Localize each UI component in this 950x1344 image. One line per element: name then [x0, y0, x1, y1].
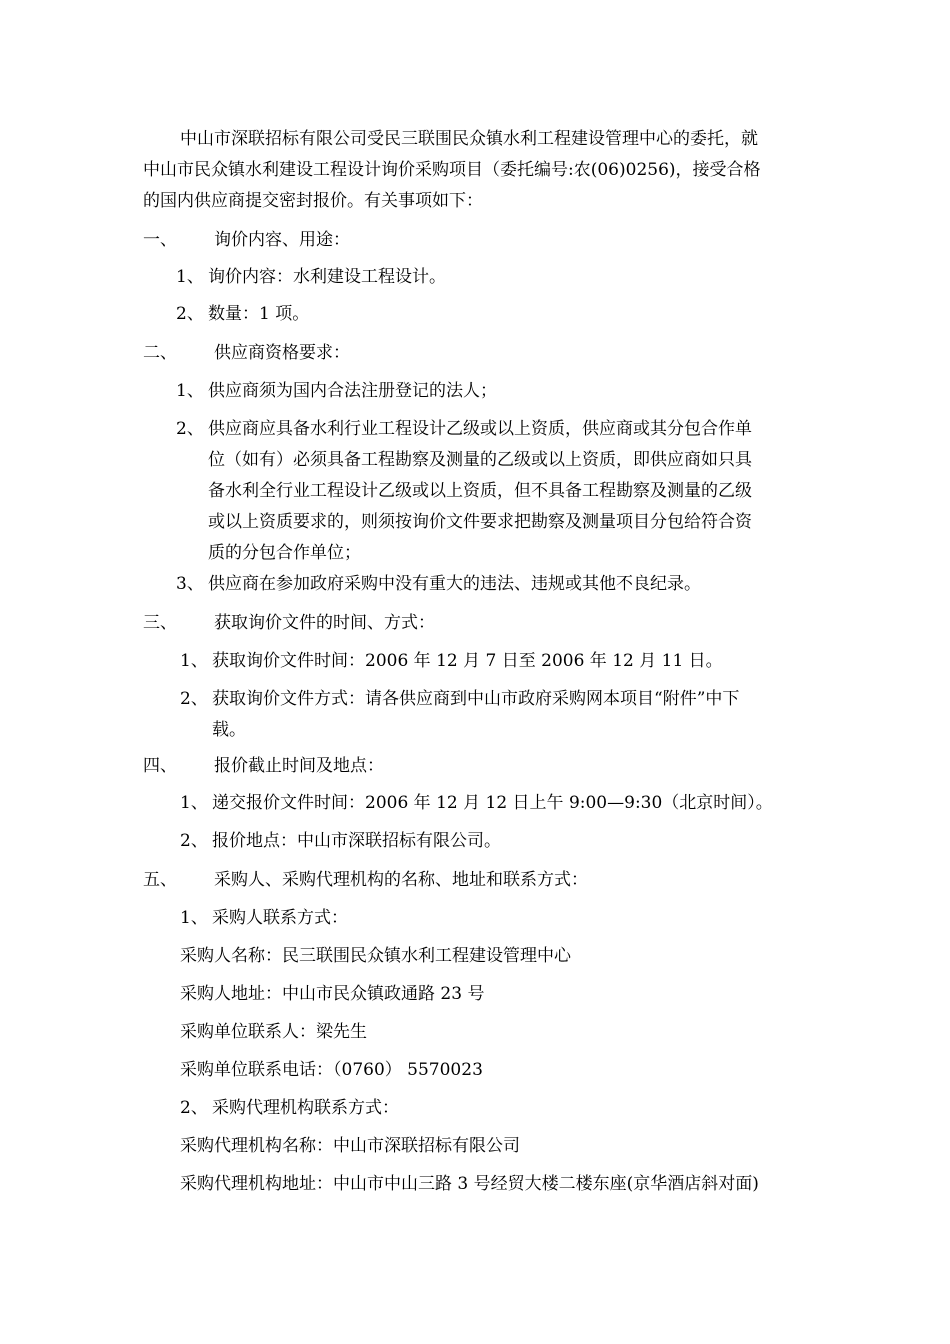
section-title: 获取询价文件的时间、方式： — [214, 613, 435, 633]
intro-line: 中山市民众镇水利建设工程设计询价采购项目（委托编号:农(06)0256)，接受合格 — [143, 160, 761, 180]
item-text: 位（如有）必须具备工程勘察及测量的乙级或以上资质，即供应商如只具 — [208, 450, 752, 470]
item-number: 3、 — [176, 574, 204, 594]
section-title: 询价内容、用途： — [214, 230, 350, 250]
section-number: 三、 — [143, 613, 177, 633]
item-number: 1、 — [180, 793, 208, 813]
section-title: 采购人、采购代理机构的名称、地址和联系方式： — [214, 870, 588, 890]
item-number: 2、 — [176, 304, 204, 324]
item-text: 质的分包合作单位； — [208, 543, 361, 563]
item-text: 或以上资质要求的，则须按询价文件要求把勘察及测量项目分包给符合资 — [208, 512, 752, 532]
item-number: 2、 — [180, 1098, 208, 1118]
item-text: 采购代理机构联系方式： — [212, 1098, 399, 1118]
purchaser-name: 采购人名称：民三联围民众镇水利工程建设管理中心 — [180, 946, 571, 966]
item-number: 1、 — [176, 381, 204, 401]
agent-address: 采购代理机构地址：中山市中山三路 3 号经贸大楼二楼东座(京华酒店斜对面) — [180, 1174, 759, 1194]
section-title: 报价截止时间及地点： — [214, 756, 384, 776]
section-title: 供应商资格要求： — [214, 343, 350, 363]
item-text: 供应商应具备水利行业工程设计乙级或以上资质，供应商或其分包合作单 — [208, 419, 752, 439]
item-text: 采购人联系方式： — [212, 908, 348, 928]
purchaser-address: 采购人地址：中山市民众镇政通路 23 号 — [180, 984, 485, 1004]
item-text: 载。 — [212, 720, 246, 740]
item-number: 1、 — [180, 651, 208, 671]
item-number: 2、 — [180, 689, 208, 709]
item-text: 询价内容：水利建设工程设计。 — [208, 267, 446, 287]
section-number: 四、 — [143, 756, 177, 776]
item-text: 递交报价文件时间：2006 年 12 月 12 日上午 9:00—9:30（北京时间）。 — [212, 793, 773, 813]
agent-name: 采购代理机构名称：中山市深联招标有限公司 — [180, 1136, 520, 1156]
item-text: 供应商须为国内合法注册登记的法人； — [208, 381, 497, 401]
purchaser-phone: 采购单位联系电话：（0760） 5570023 — [180, 1060, 483, 1080]
item-text: 获取询价文件时间：2006 年 12 月 7 日至 2006 年 12 月 11 日。 — [212, 651, 723, 671]
item-number: 1、 — [176, 267, 204, 287]
item-text: 备水利全行业工程设计乙级或以上资质，但不具备工程勘察及测量的乙级 — [208, 481, 752, 501]
intro-line: 的国内供应商提交密封报价。有关事项如下： — [143, 191, 483, 211]
purchaser-contact: 采购单位联系人：梁先生 — [180, 1022, 367, 1042]
item-number: 2、 — [176, 419, 204, 439]
section-number: 二、 — [143, 343, 177, 363]
section-number: 五、 — [143, 870, 177, 890]
item-text: 供应商在参加政府采购中没有重大的违法、违规或其他不良纪录。 — [208, 574, 701, 594]
item-text: 数量：1 项。 — [208, 304, 310, 324]
item-text: 报价地点：中山市深联招标有限公司。 — [212, 831, 501, 851]
item-text: 获取询价文件方式：请各供应商到中山市政府采购网本项目“附件”中下 — [212, 689, 740, 709]
section-number: 一、 — [143, 230, 177, 250]
item-number: 2、 — [180, 831, 208, 851]
item-number: 1、 — [180, 908, 208, 928]
intro-line: 中山市深联招标有限公司受民三联围民众镇水利工程建设管理中心的委托，就 — [180, 129, 758, 149]
